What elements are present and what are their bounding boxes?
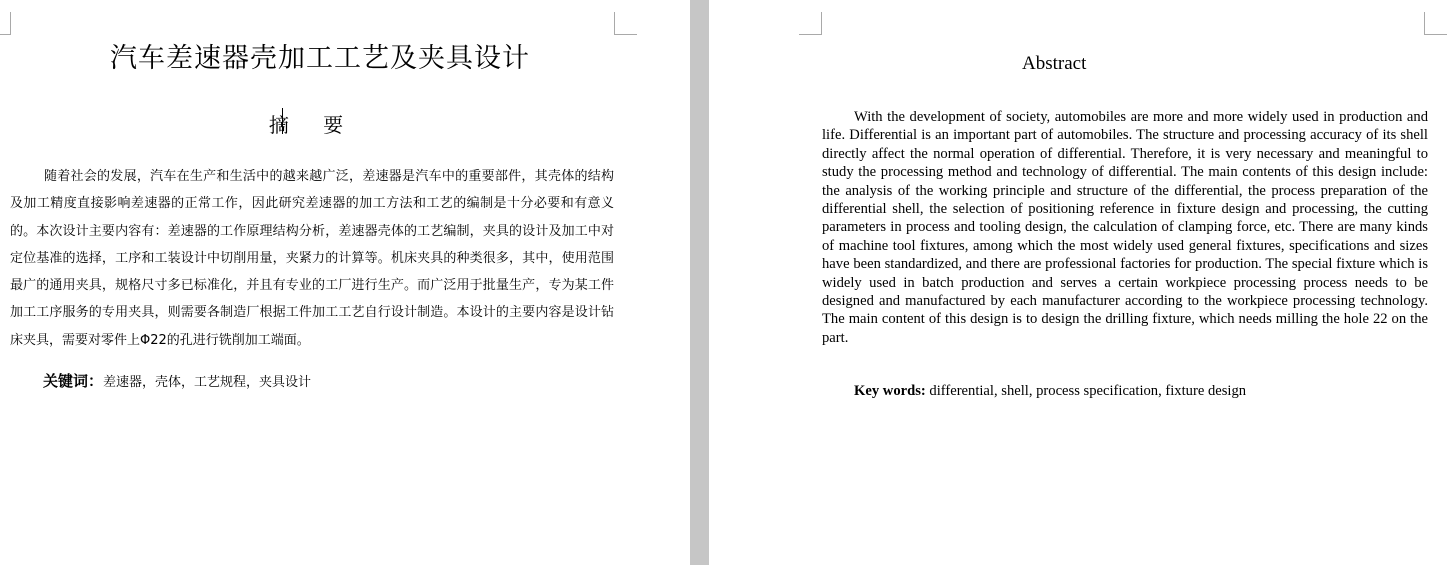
page-gutter xyxy=(690,0,709,565)
abstract-heading-en: Abstract xyxy=(1022,53,1087,74)
abstract-heading-zh: 摘 要 xyxy=(268,113,358,137)
crop-mark-top-right xyxy=(614,12,637,35)
document-title: 汽车差速器壳加工工艺及夹具设计 xyxy=(110,43,530,74)
keywords-en xyxy=(854,383,1246,400)
abstract-body-zh: 随着社会的发展，汽车在生产和生活中的越来越广泛，差速器是汽车中的重要部件，其壳体的结构及加工精度直接影响差速器的正常工作，因此研究差速器的加工方法和工艺的编制是十分必要和有意义的。本次设计主要内容有：差速器的工作原理结构分析，差速器壳体的工艺编制，夹具的设计及加工中对定位基准的选择，工序和工装设计中切削用量，夹紧力的计算等。机床夹具的种类很多，其中，使用范围最广的通用夹具，规格尺寸多已标准化，并且有专业的工厂进行生产。而广泛用于批量生产，专为某工件加工工序服务的专用夹具，则需要各制造厂根据工件加工工艺自行设计制造。本设计的主要内容是设计钻床夹具，需要对零件上Φ22的孔进行铣削加工端面。 xyxy=(10,169,614,348)
abstract-body-en: With the development of society, automobiles are more and more widely used in production and life. Differential is an important part of automobiles. The structure and processing accuracy of its shell directly affect the normal operation of differential. Therefore, it is very necessary and meaningful to study the processing method and technology of differential. The main contents of this design include: the analysis of the working principle and structure of the differential, the process preparation of the differential shell, the selection of positioning reference in fixture design and processing, the cutting parameters in process and tooling design, the calculation of clamping force, etc. There are many kinds of machine tool fixtures, among which the most widely used general fixtures, specifications and sizes have been standardized, and there are professional factories for production. The special fixture which is widely used in batch production and serves a certain workpiece processing process needs to be designed and manufactured by each manufacturer according to the workpiece processing technology. The main content of this design is to design the drilling fixture, which needs milling the hole 22 on the part. xyxy=(822,109,1428,346)
page-right[interactable] xyxy=(709,0,1447,565)
keywords-text-zh: 差速器，壳体，工艺规程，夹具设计 xyxy=(103,375,312,390)
keywords-label-zh: 关键词： xyxy=(43,372,104,390)
crop-mark-top-left xyxy=(799,12,822,35)
keywords-zh xyxy=(43,370,311,391)
page-left[interactable] xyxy=(0,0,690,565)
crop-mark-top-right xyxy=(1424,12,1447,35)
keywords-text-en: differential, shell, process specification, fixture design xyxy=(929,383,1247,399)
keywords-label-en: Key words: xyxy=(854,383,926,399)
crop-mark-top-left xyxy=(0,12,11,35)
